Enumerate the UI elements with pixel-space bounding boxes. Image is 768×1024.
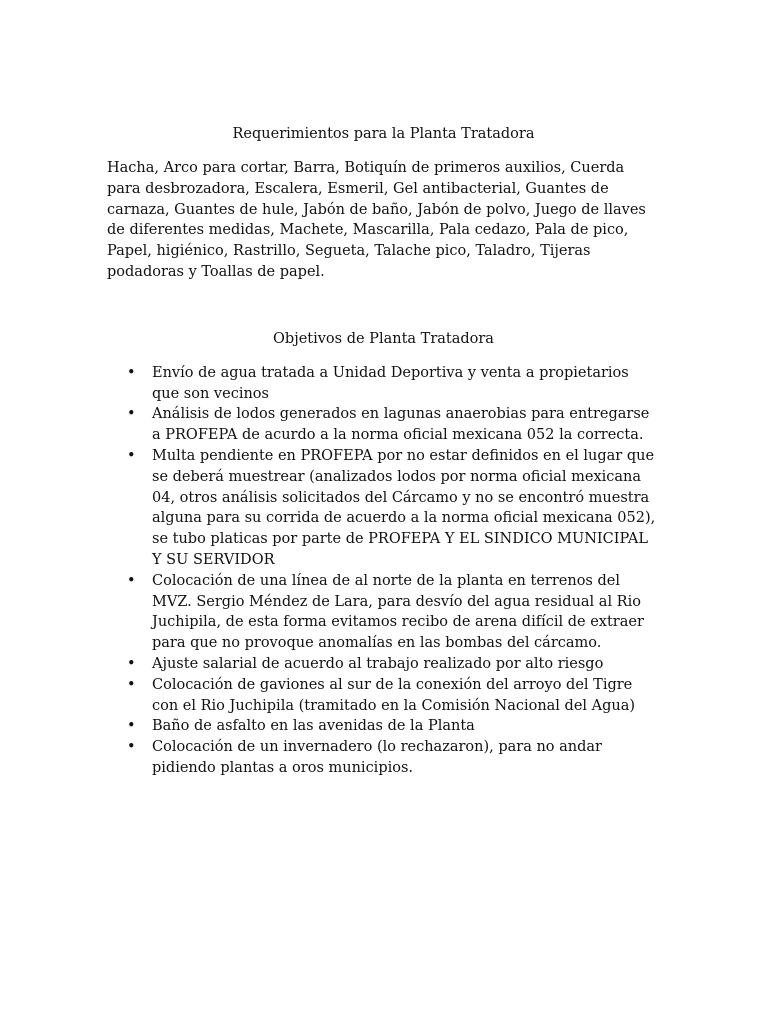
list-item xyxy=(107,675,660,717)
bullet-icon: • xyxy=(127,406,136,423)
list-item xyxy=(107,737,660,779)
list-item xyxy=(107,716,660,737)
requirements-heading: Requerimientos para la Planta Tratadora xyxy=(232,126,535,142)
objectives-list xyxy=(107,363,660,779)
bullet-icon: • xyxy=(127,364,136,381)
list-item-text: Ajuste salarial de acuerdo al trabajo realizado por alto riesgo xyxy=(152,655,604,672)
list-item xyxy=(107,363,660,405)
list-item xyxy=(107,571,660,654)
bullet-icon: • xyxy=(127,655,136,672)
list-item-text: Baño de asfalto en las avenidas de la Planta xyxy=(152,718,475,735)
requirements-paragraph: Hacha, Arco para cortar, Barra, Botiquín de primeros auxilios, Cuerda para desbrozadora, Escalera, Esmeril, Gel antibacterial, Guantes de carnaza, Guantes de hule, Jabón de baño, Jabón de polvo, Juego de llaves de diferentes medidas, Machete, Mascarilla, Pala cedazo, Pala de pico, Papel, higiénico, Rastrillo, Segueta, Talache pico, Taladro, Tijeras podadoras y Toallas de papel. xyxy=(107,160,646,280)
list-item xyxy=(107,404,660,446)
bullet-icon: • xyxy=(127,739,136,756)
bullet-icon: • xyxy=(127,572,136,589)
list-item-text: Envío de agua tratada a Unidad Deportiva y venta a propietarios que son vecinos xyxy=(152,364,629,402)
list-item-text: Multa pendiente en PROFEPA por no estar definidos en el lugar que se deberá muestrear (analizados lodos por norma oficial mexicana 04, otros análisis solicitados del Cárcamo y no se encontró muestra alguna para su corrida de acuerdo a la norma oficial mexicana 052), se tubo platicas por parte de PROFEPA Y EL SINDICO MUNICIPAL Y SU SERVIDOR xyxy=(152,447,656,568)
bullet-icon: • xyxy=(127,676,136,693)
list-item-text: Colocación de un invernadero (lo rechazaron), para no andar pidiendo plantas a oros municipios. xyxy=(152,739,602,776)
objectives-heading: Objetivos de Planta Tratadora xyxy=(273,330,494,347)
list-item xyxy=(107,654,660,675)
list-item-text: Análisis de lodos generados en lagunas anaerobias para entregarse a PROFEPA de acurdo a la norma oficial mexicana 052 la correcta. xyxy=(152,406,650,444)
bullet-icon: • xyxy=(127,447,136,464)
bullet-icon: • xyxy=(127,718,136,735)
list-item-text: Colocación de una línea de al norte de la planta en terrenos del MVZ. Sergio Méndez de Lara, para desvío del agua residual al Rio Juchipila, de esta forma evitamos recibo de arena difícil de extraer para que no provoque anomalías en las bombas del cárcamo. xyxy=(152,572,644,652)
list-item-text: Colocación de gaviones al sur de la conexión del arroyo del Tigre con el Rio Juchipila (tramitado en la Comisión Nacional del Agua) xyxy=(152,676,636,714)
list-item xyxy=(107,446,660,571)
